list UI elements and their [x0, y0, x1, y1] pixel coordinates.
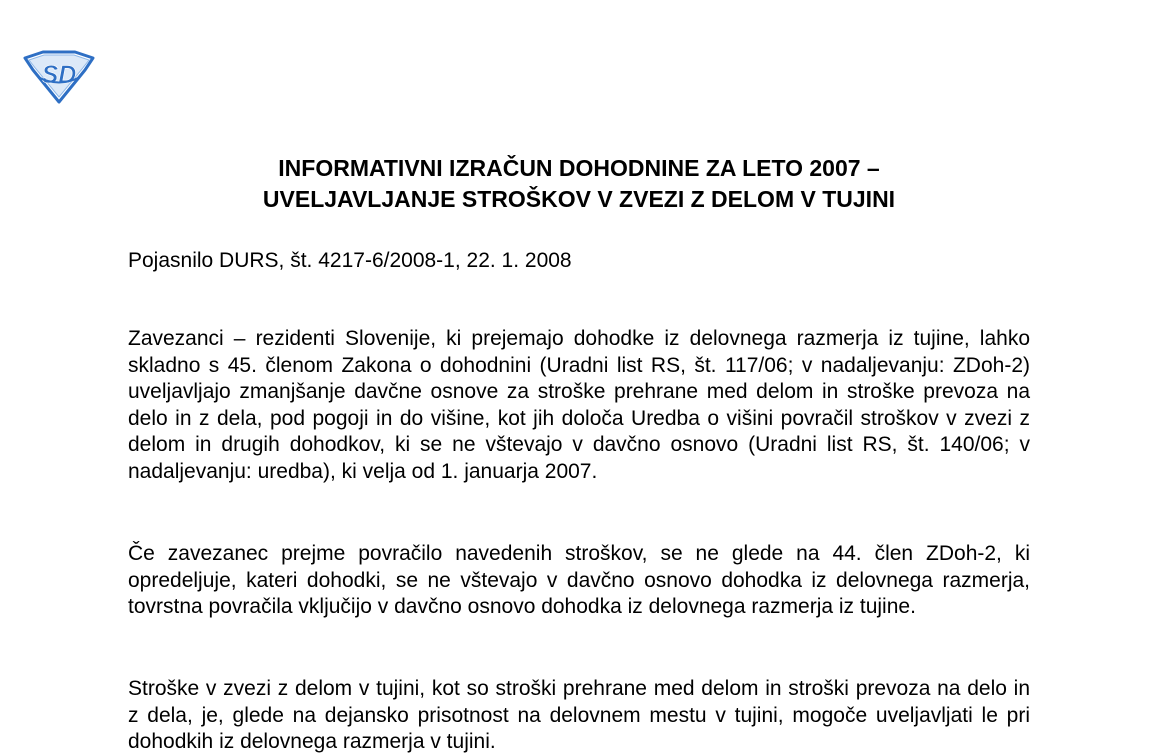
- shield-logo-icon: [22, 50, 96, 104]
- document-reference: Pojasnilo DURS, št. 4217-6/2008-1, 22. 1. 2008: [128, 249, 572, 272]
- title-line-1: INFORMATIVNI IZRAČUN DOHODNINE ZA LETO 2007 –: [278, 155, 880, 181]
- title-line-2: UVELJAVLJANJE STROŠKOV V ZVEZI Z DELOM V TUJINI: [262, 186, 896, 212]
- paragraph-1: Zavezanci – rezidenti Slovenije, ki prejemajo dohodke iz delovnega razmerja iz tujine, lahko skladno s 45. členom Zakona o dohodnini (Uradni list RS, št. 117/06; v nadaljevanju: ZDoh-2) uveljavljajo zmanjšanje davčne osnove za stroške prehrane med delom in stroške prevoza na delo in z dela, pod pogoji in do višine, kot jih določa Uredba o višini povračil stroškov v zvezi z delom in drugih dohodkov, ki se ne vštevajo v davčno osnovo (Uradni list RS, št. 140/06; v nadaljevanju: uredba), ki velja od 1. januarja 2007.: [128, 327, 1030, 483]
- document-title: [128, 153, 1030, 215]
- paragraph-3: Stroške v zvezi z delom v tujini, kot so stroški prehrane med delom in stroški prevoza na delo in z dela, je, glede na dejansko prisotnost na delovnem mestu v tujini, mogoče uveljavljati le pri dohodkih iz delovnega razmerja v tujini.: [128, 677, 1030, 753]
- paragraph-2: Če zavezanec prejme povračilo navedenih stroškov, se ne glede na 44. člen ZDoh-2, ki opredeljuje, kateri dohodki, se ne vštevajo v davčno osnovo dohodka iz delovnega razmerja, tovrstna povračila vključijo v davčno osnovo dohodka iz delovnega razmerja iz tujine.: [128, 542, 1030, 618]
- sd-logo: [22, 50, 96, 104]
- logo-letters: SD: [41, 61, 77, 89]
